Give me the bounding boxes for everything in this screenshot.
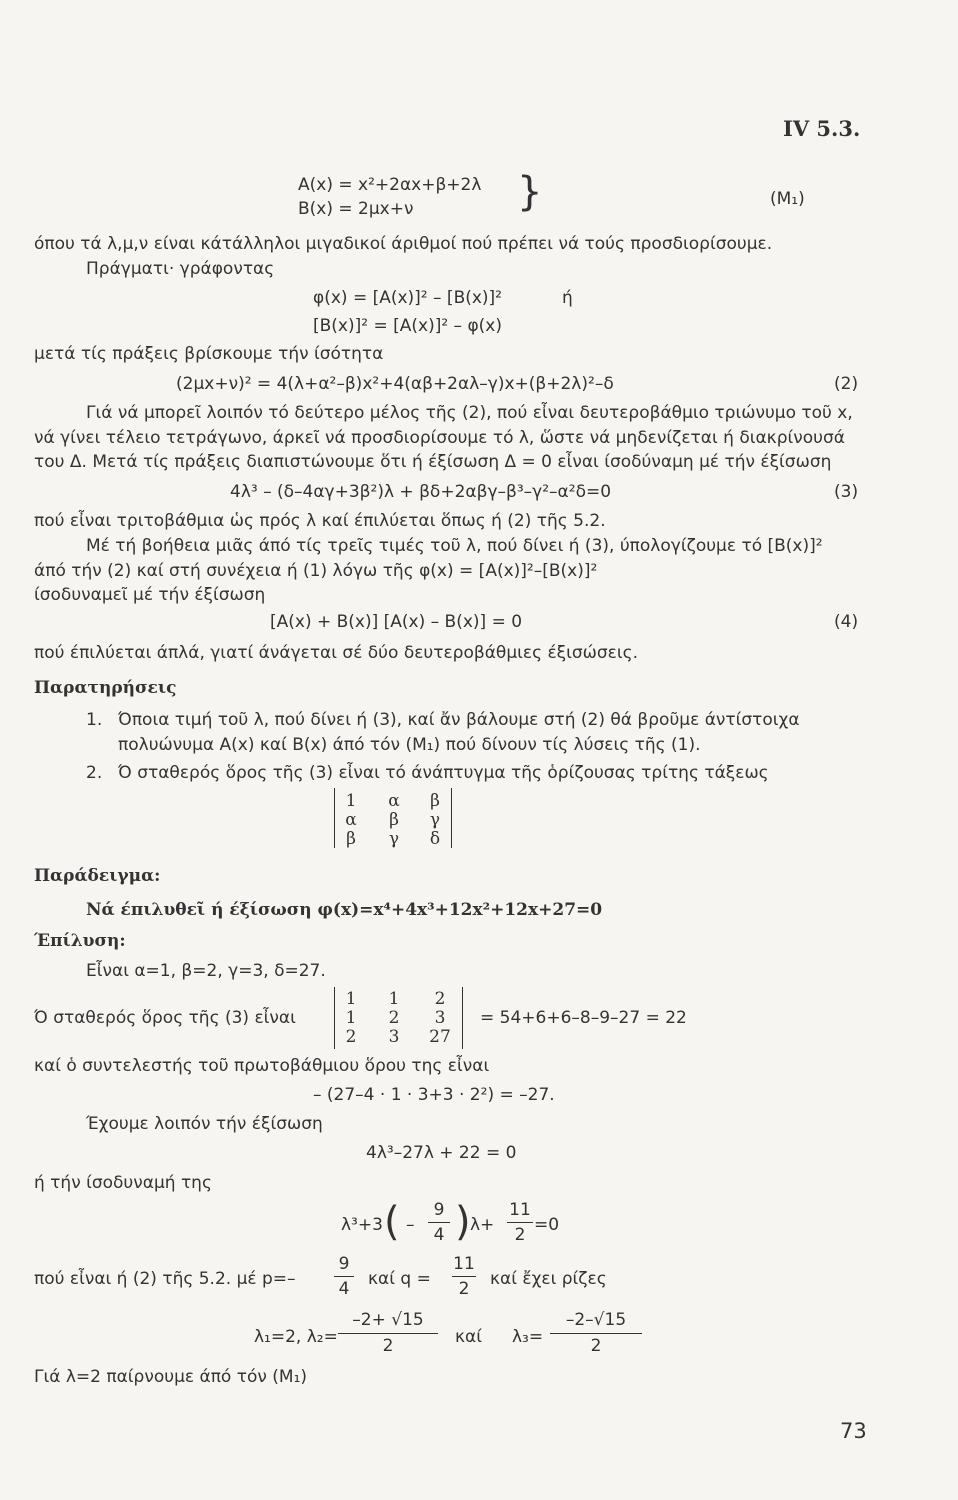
- matrix-cell: α: [388, 791, 400, 811]
- equation-part: λ+: [470, 1215, 495, 1235]
- matrix-cell: 3: [388, 1027, 400, 1047]
- equation-a: A(x) = x²+2αx+β+2λ: [298, 175, 482, 195]
- fraction-bar: [428, 1222, 450, 1223]
- text-line: καί ἔχει ρίζες: [490, 1269, 607, 1289]
- text-line: καί ὁ συντελεστής τοῦ πρωτοβάθμιου ὅρου της εἶναι: [34, 1056, 490, 1076]
- matrix-cell: 2: [345, 1027, 357, 1047]
- solution-heading: Έπίλυση:: [34, 931, 126, 951]
- fraction-denominator: 2: [590, 1336, 602, 1356]
- fraction-bar: [507, 1222, 533, 1223]
- determinant-bar: [334, 788, 335, 848]
- equation-b-squared: [B(x)]² = [A(x)]² – φ(x): [313, 316, 503, 336]
- determinant-result: = 54+6+6–8–9–27 = 22: [480, 1008, 687, 1028]
- coefficient-equation: – (27–4 · 1 · 3+3 · 2²) = –27.: [313, 1085, 555, 1105]
- matrix-cell: δ: [429, 829, 441, 849]
- text-line: Μέ τή βοήθεια μιᾶς άπό τίς τρεῖς τιμές τοῦ λ, πού δίνει ή (3), ύπολογίζουμε τό [B(x)]²: [86, 536, 823, 556]
- matrix-cell: β: [430, 791, 440, 811]
- equation-2: (2μx+ν)² = 4(λ+α²–β)x²+4(αβ+2αλ–γ)x+(β+2λ)²–δ: [176, 374, 614, 394]
- text-line: ή τήν ίσοδυναμή της: [34, 1173, 212, 1193]
- text-line: πού εἶναι τριτοβάθμια ὡς πρός λ καί έπιλύεται ὅπως ή (2) τῆς 5.2.: [34, 511, 606, 531]
- fraction-denominator: 4: [433, 1225, 445, 1245]
- roots-label: λ₁=2, λ₂=: [254, 1327, 338, 1347]
- matrix-cell: β: [346, 829, 356, 849]
- fraction-bar: [550, 1333, 642, 1334]
- matrix-cell: β: [389, 810, 399, 830]
- remark-number: 2.: [86, 763, 103, 783]
- fraction-numerator: –2+ √15: [352, 1310, 424, 1330]
- equation-label: (3): [834, 482, 859, 502]
- equation-part: λ³+3: [341, 1215, 383, 1235]
- text-line: Γιά λ=2 παίρνουμε άπό τόν (M₁): [34, 1367, 308, 1387]
- matrix-cell: 1: [345, 1008, 357, 1028]
- equation-b: B(x) = 2μx+ν: [298, 199, 414, 219]
- roots-label: λ₃=: [512, 1327, 544, 1347]
- text-line: Όποια τιμή τοῦ λ, πού δίνει ή (3), καί ἄν βάλουμε στή (2) θά βροῦμε άντίστοιχα: [118, 710, 800, 730]
- fraction-denominator: 2: [458, 1279, 470, 1299]
- equation-phi: φ(x) = [A(x)]² – [B(x)]²: [313, 288, 503, 308]
- matrix-cell: 1: [388, 989, 400, 1009]
- text-line: καί q =: [368, 1269, 431, 1289]
- fraction-numerator: 11: [453, 1254, 475, 1274]
- matrix-cell: γ: [429, 810, 441, 830]
- or-word: ή: [562, 288, 573, 308]
- equation-part: –: [406, 1215, 415, 1235]
- fraction-numerator: 11: [509, 1200, 531, 1220]
- determinant-bar: [451, 788, 452, 848]
- matrix-cell: 1: [345, 791, 357, 811]
- text-line: καί: [455, 1327, 482, 1347]
- left-paren: (: [384, 1199, 400, 1245]
- text-line: Ό σταθερός ὅρος τῆς (3) εἶναι τό άνάπτυγμα τῆς ὁρίζουσας τρίτης τάξεως: [118, 763, 769, 783]
- text-line: Πράγματι· γράφοντας: [86, 259, 275, 279]
- matrix-cell: α: [345, 810, 357, 830]
- example-heading: Παράδειγμα:: [34, 866, 161, 886]
- fraction-numerator: 9: [433, 1200, 445, 1220]
- equation-part: =0: [534, 1215, 560, 1235]
- fraction-bar: [334, 1276, 354, 1277]
- text-line: όπου τά λ,μ,ν είναι κάτάλληλοι μιγαδικοί άριθμοί πού πρέπει νά τούς προσδιορίσουμε.: [34, 234, 773, 254]
- system-label: (M₁): [770, 189, 805, 209]
- determinant-bar: [462, 987, 463, 1049]
- text-line: Εἶναι α=1, β=2, γ=3, δ=27.: [86, 961, 326, 981]
- example-task: Νά έπιλυθεῖ ή έξίσωση φ(x)=x⁴+4x³+12x²+12x+27=0: [86, 900, 603, 920]
- equation-label: (2): [834, 374, 859, 394]
- fraction-numerator: 9: [338, 1254, 350, 1274]
- text-line: μετά τίς πράξεις βρίσκουμε τήν ίσότητα: [34, 344, 384, 364]
- matrix-cell: 27: [429, 1027, 451, 1047]
- equation-label: (4): [834, 612, 859, 632]
- fraction-denominator: 2: [382, 1336, 394, 1356]
- text-line: άπό τήν (2) καί στή συνέχεια ή (1) λόγω τῆς φ(x) = [A(x)]²–[B(x)]²: [34, 561, 598, 581]
- fraction-denominator: 4: [338, 1279, 350, 1299]
- equation-4: [A(x) + B(x)] [A(x) – B(x)] = 0: [270, 612, 523, 632]
- page-number: 73: [840, 1419, 867, 1443]
- matrix-cell: 1: [345, 989, 357, 1009]
- matrix-cell: 3: [434, 1008, 446, 1028]
- text-line: Έχουμε λοιπόν τήν έξίσωση: [86, 1114, 323, 1134]
- fraction-bar: [338, 1333, 438, 1334]
- remark-number: 1.: [86, 710, 103, 730]
- right-paren: ): [455, 1199, 471, 1245]
- matrix-cell: γ: [388, 829, 400, 849]
- matrix-cell: 2: [388, 1008, 400, 1028]
- text-line: ίσοδυναμεῖ μέ τήν έξίσωση: [34, 585, 266, 605]
- text-line: Γιά νά μπορεῖ λοιπόν τό δεύτερο μέλος τῆς (2), πού εἶναι δευτεροβάθμιο τριώνυμο τοῦ x,: [86, 403, 853, 423]
- text-line: πού έπιλύεται άπλά, γιατί άνάγεται σέ δύο δευτεροβάθμιες έξισώσεις.: [34, 643, 638, 663]
- text-line: του Δ. Μετά τίς πράξεις διαπιστώνουμε ὅτι ή έξίσωση Δ = 0 εἶναι ίσοδύναμη μέ τήν έξίσωση: [34, 452, 832, 472]
- text-line: Ό σταθερός ὅρος τῆς (3) εἶναι: [34, 1008, 296, 1028]
- fraction-bar: [452, 1276, 476, 1277]
- determinant-bar: [334, 987, 335, 1049]
- cubic-equation: 4λ³–27λ + 22 = 0: [366, 1143, 517, 1163]
- text-line: πού εἶναι ή (2) τῆς 5.2. μέ p=–: [34, 1269, 296, 1289]
- matrix-cell: 2: [434, 989, 446, 1009]
- fraction-numerator: –2–√15: [565, 1310, 627, 1330]
- right-brace: }: [517, 169, 543, 215]
- text-line: νά γίνει τέλειο τετράγωνο, άρκεῖ νά προσδιορίσουμε τό λ, ὥστε νά μηδενίζεται ή διακρίνουσά: [34, 428, 845, 448]
- chapter-header: IV 5.3.: [783, 116, 861, 141]
- equation-3: 4λ³ – (δ–4αγ+3β²)λ + βδ+2αβγ–β³–γ²–α²δ=0: [230, 482, 612, 502]
- remarks-heading: Παρατηρήσεις: [34, 678, 177, 698]
- fraction-denominator: 2: [514, 1225, 526, 1245]
- text-line: πολυώνυμα A(x) καί B(x) άπό τόν (M₁) πού δίνουν τίς λύσεις τῆς (1).: [118, 735, 701, 755]
